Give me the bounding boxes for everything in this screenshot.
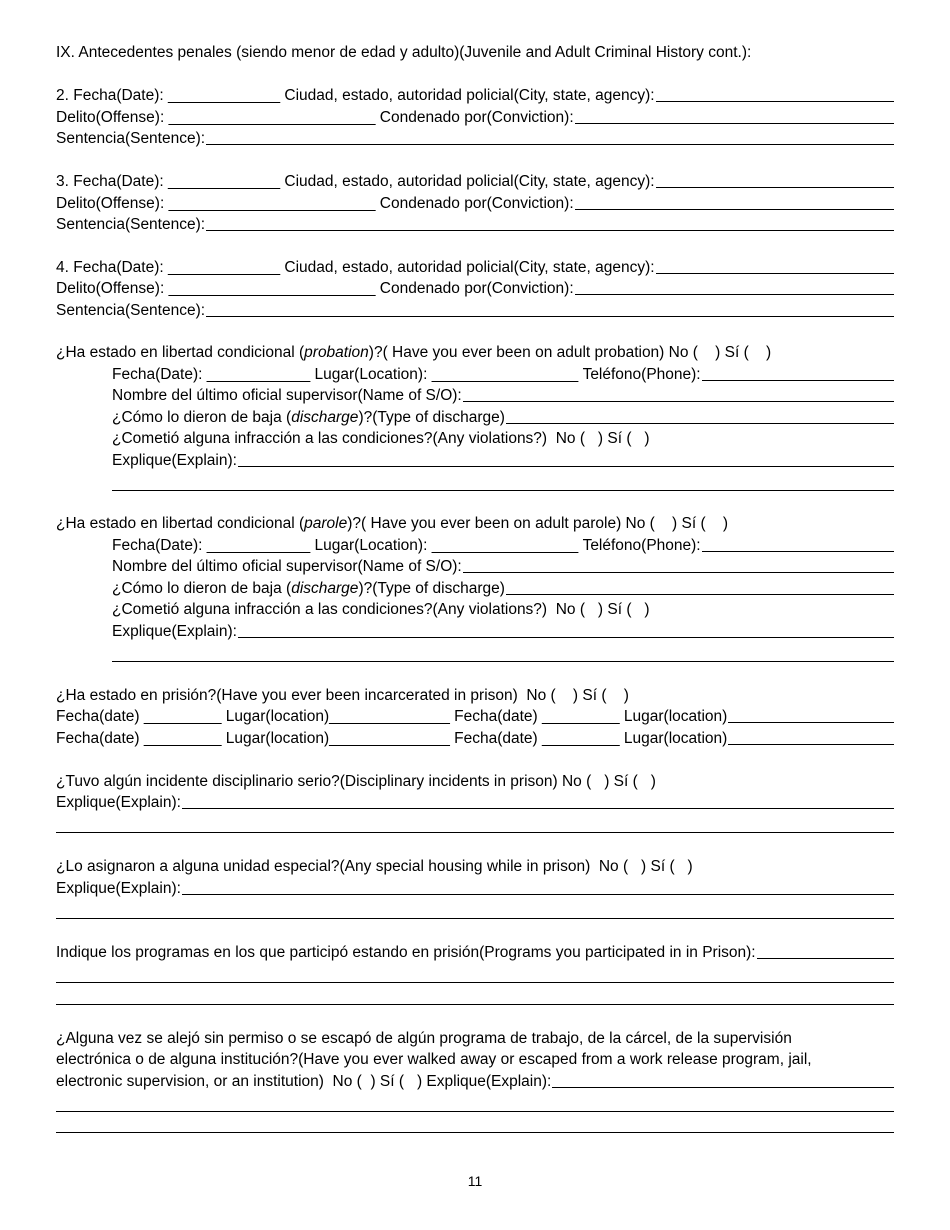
history-entry-2-line3: Sentencia(Sentence): [56,128,894,148]
programs-question: Indique los programas en los que participó estando en prisión(Programs you participated in in Prison): [56,942,894,962]
discharge-field[interactable] [506,594,894,595]
location-field[interactable] [728,722,894,723]
probation-date-row: Fecha(Date): ____________ Lugar(Location): _________________ Teléfono(Phone): [112,364,894,384]
special-housing-explain-row: Explique(Explain): [56,878,894,898]
explain-field[interactable] [238,637,894,638]
parole-violations-row: ¿Cometió alguna infracción a las condiciones?(Any violations?) No ( ) Sí ( ) [112,601,650,618]
probation-explain-line[interactable] [112,490,894,491]
escape-line-2[interactable] [56,1132,894,1133]
probation-question: ¿Ha estado en libertad condicional ( probation )?( Have you ever been on adult probation) No ( ) Sí ( ) [56,344,772,361]
parole-date-row: Fecha(Date): ____________ Lugar(Location): _________________ Teléfono(Phone): [112,535,894,555]
escape-question-line1: ¿Alguna vez se alejó sin permiso o se escapó de algún programa de trabajo, de la cárcel, de la supervisión [56,1030,792,1047]
history-entry-4-line3: Sentencia(Sentence): [56,300,894,320]
history-entry-4-line2: Delito(Offense): ________________________ Condenado por(Conviction): [56,278,894,298]
disciplinary-explain-row: Explique(Explain): [56,792,894,812]
probation-supervisor-row: Nombre del último oficial supervisor(Name of S/O): [112,385,894,405]
parole-supervisor-row: Nombre del último oficial supervisor(Name of S/O): [112,556,894,576]
parole-discharge-row: ¿Cómo lo dieron de baja ( discharge )?(Type of discharge) [112,578,894,598]
special-housing-question: ¿Lo asignaron a alguna unidad especial?(Any special housing while in prison) No ( ) Sí ( ) [56,858,693,875]
special-housing-explain-line[interactable] [56,918,894,919]
escape-question-line2: electrónica o de alguna institución?(Have you ever walked away or escaped from a work release program, jail, [56,1051,812,1068]
sentence-field[interactable] [206,144,894,145]
disciplinary-explain-line[interactable] [56,832,894,833]
phone-field[interactable] [702,380,894,381]
prison-row-2: Fecha(date) _________ Lugar(location)______________ Fecha(date) _________ Lugar(location) [56,728,894,748]
escape-question-line3: electronic supervision, or an institution) No ( ) Sí ( ) Explique(Explain): [56,1071,894,1091]
history-entry-3-line2: Delito(Offense): ________________________ Condenado por(Conviction): [56,193,894,213]
programs-field[interactable] [757,958,894,959]
programs-line-2[interactable] [56,1004,894,1005]
history-entry-4-line1: 4. Fecha(Date): _____________ Ciudad, estado, autoridad policial(City, state, agency): [56,257,894,277]
parole-question: ¿Ha estado en libertad condicional ( parole )?( Have you ever been on adult parole) No ( ) Sí ( ) [56,515,729,532]
explain-field[interactable] [182,894,894,895]
history-entry-3-line3: Sentencia(Sentence): [56,214,894,234]
location-field[interactable] [728,744,894,745]
city-field[interactable] [656,101,894,102]
history-entry-2-line1: 2. Fecha(Date): _____________ Ciudad, estado, autoridad policial(City, state, agency): [56,85,894,105]
parole-explain-line[interactable] [112,661,894,662]
history-entry-2-line2: Delito(Offense): ________________________ Condenado por(Conviction): [56,107,894,127]
probation-explain-row: Explique(Explain): [112,450,894,470]
sentence-field[interactable] [206,316,894,317]
conviction-field[interactable] [575,123,894,124]
discharge-field[interactable] [506,423,894,424]
history-entry-3-line1: 3. Fecha(Date): _____________ Ciudad, estado, autoridad policial(City, state, agency): [56,171,894,191]
conviction-field[interactable] [575,294,894,295]
city-field[interactable] [656,273,894,274]
prison-row-1: Fecha(date) _________ Lugar(location)______________ Fecha(date) _________ Lugar(location) [56,706,894,726]
probation-discharge-row: ¿Cómo lo dieron de baja ( discharge )?(Type of discharge) [112,407,894,427]
city-field[interactable] [656,187,894,188]
parole-explain-row: Explique(Explain): [112,621,894,641]
programs-line-1[interactable] [56,982,894,983]
phone-field[interactable] [702,551,894,552]
page-number: 11 [467,1173,483,1189]
conviction-field[interactable] [575,209,894,210]
escape-line-1[interactable] [56,1111,894,1112]
probation-violations-row: ¿Cometió alguna infracción a las condiciones?(Any violations?) No ( ) Sí ( ) [112,430,650,447]
explain-field[interactable] [238,466,894,467]
supervisor-field[interactable] [463,572,894,573]
explain-field[interactable] [182,808,894,809]
supervisor-field[interactable] [463,401,894,402]
disciplinary-question: ¿Tuvo algún incidente disciplinario serio?(Disciplinary incidents in prison) No ( ) Sí ( ) [56,773,656,790]
prison-question: ¿Ha estado en prisión?(Have you ever been incarcerated in prison) No ( ) Sí ( ) [56,687,629,704]
explain-field[interactable] [552,1087,894,1088]
section-title: IX. Antecedentes penales (siendo menor de edad y adulto)(Juvenile and Adult Criminal History cont.): [56,44,752,61]
sentence-field[interactable] [206,230,894,231]
